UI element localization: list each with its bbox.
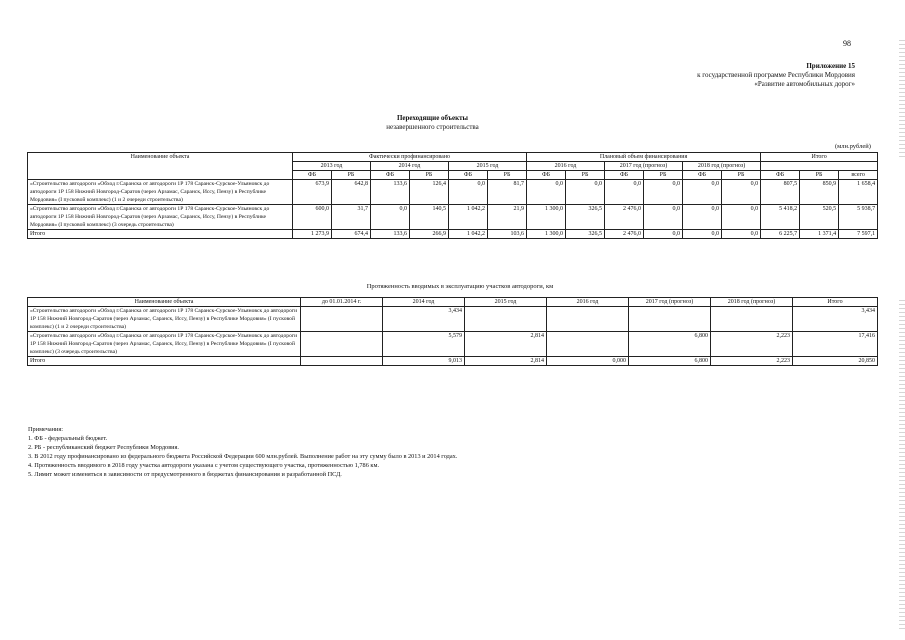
cell-value: 0,0 xyxy=(683,230,722,239)
cell-value: 103,6 xyxy=(488,230,527,239)
header-rb: РБ xyxy=(566,171,605,180)
cell-value: 807,5 xyxy=(761,180,800,205)
appendix-line-1: Приложение 15 xyxy=(806,62,855,70)
cell-value: 326,5 xyxy=(566,230,605,239)
cell-value xyxy=(301,307,383,332)
object-name: «Строительство автодороги «Обход г.Саранска от автодороги 1Р 178 Саранск-Сурское-Ульяновск до автодороги 1Р 158 Нижний Новгород-Саратов (через Арзамас, Саранск, Исcу, Пензу) в Республике Мордовия» (I пусковой комплекс) (1 и 2 очереди строительства) xyxy=(28,307,301,332)
appendix-header xyxy=(697,62,855,89)
header-object-name: Наименование объекта xyxy=(28,298,301,307)
cell-value: 5,579 xyxy=(383,332,465,357)
header-period: 2017 год (прогноз) xyxy=(629,298,711,307)
header-rb: РБ xyxy=(722,171,761,180)
object-name: «Строительство автодороги «Обход г.Саранска от автодороги 1Р 178 Саранск-Сурское-Ульяновск до автодороги 1Р 158 Нижний Новгород-Саратов (через Арзамас, Саранск, Исcу, Пензу) в Республике Мордовия» (I пусковой комплекс) (3 очередь строительства) xyxy=(28,205,293,230)
total-label: Итого xyxy=(28,357,301,366)
header-all: всего xyxy=(839,171,878,180)
cell-value: 326,5 xyxy=(566,205,605,230)
cell-value: 0,0 xyxy=(371,205,410,230)
notes-heading: Примечания: xyxy=(28,426,64,433)
total-row xyxy=(28,230,878,239)
cell-value: 0,0 xyxy=(566,180,605,205)
cell-value: 7 597,1 xyxy=(839,230,878,239)
notes xyxy=(28,425,457,479)
cell-value: 3,434 xyxy=(793,307,878,332)
cell-value: 6,800 xyxy=(629,332,711,357)
cell-value: 1 658,4 xyxy=(839,180,878,205)
cell-value: 140,5 xyxy=(410,205,449,230)
cell-value: 0,0 xyxy=(683,205,722,230)
header-total: Итого xyxy=(793,298,878,307)
cell-value: 0,0 xyxy=(527,180,566,205)
cell-value: 20,850 xyxy=(793,357,878,366)
cell-value: 5 418,2 xyxy=(761,205,800,230)
cell-value: 0,0 xyxy=(605,180,644,205)
cell-value: 0,0 xyxy=(644,205,683,230)
header-fb: ФБ xyxy=(605,171,644,180)
header-year: 2014 год xyxy=(371,162,449,171)
cell-value xyxy=(301,357,383,366)
cell-value: 266,9 xyxy=(410,230,449,239)
length-table-caption: Протяженность вводимых в эксплуатацию участков автодороги, км xyxy=(366,283,554,290)
header-rb: РБ xyxy=(332,171,371,180)
header-fb: ФБ xyxy=(371,171,410,180)
cell-value: 21,9 xyxy=(488,205,527,230)
cell-value: 0,0 xyxy=(722,230,761,239)
scan-edge-artifact xyxy=(899,40,905,160)
length-table xyxy=(27,297,878,366)
cell-value: 0,0 xyxy=(683,180,722,205)
cell-value: 9,013 xyxy=(383,357,465,366)
cell-value: 0,0 xyxy=(722,180,761,205)
cell-value: 2,814 xyxy=(465,357,547,366)
note-item: 3. В 2012 году профинансировано из федерального бюджета Российской Федерации 600 млн.рублей. Выполнение работ на эту сумму было в 2013 и 2014 годах. xyxy=(28,453,458,460)
header-rb: РБ xyxy=(488,171,527,180)
cell-value xyxy=(301,332,383,357)
cell-value: 520,5 xyxy=(800,205,839,230)
appendix-line-2: к государственной программе Республики Мордовия xyxy=(697,71,855,79)
header-period: до 01.01.2014 г. xyxy=(301,298,383,307)
cell-value: 6 225,7 xyxy=(761,230,800,239)
document-title: Переходящие объекты xyxy=(396,114,469,122)
cell-value: 850,9 xyxy=(800,180,839,205)
cell-value: 133,6 xyxy=(371,230,410,239)
cell-value: 2,223 xyxy=(711,357,793,366)
cell-value: 674,4 xyxy=(332,230,371,239)
header-rb: РБ xyxy=(800,171,839,180)
header-year: 2018 год (прогноз) xyxy=(683,162,761,171)
header-object-name: Наименование объекта xyxy=(28,153,293,180)
cell-value: 1 300,0 xyxy=(527,230,566,239)
header-total: Итого xyxy=(761,153,878,162)
cell-value: 2,814 xyxy=(465,332,547,357)
cell-value: 1 300,0 xyxy=(527,205,566,230)
cell-value xyxy=(547,307,629,332)
header-year: 2013 год xyxy=(293,162,371,171)
object-name: «Строительство автодороги «Обход г.Саранска от автодороги 1Р 178 Саранск-Сурское-Ульяновск до автодороги 1Р 158 Нижний Новгород-Саратов (через Арзамас, Саранск, Исcу, Пензу) в Республике Мордовия» (I пусковой комплекс) (1 и 2 очереди строительства) xyxy=(28,180,293,205)
unit-label: (млн.рублей) xyxy=(835,143,871,150)
header-year: 2016 год xyxy=(527,162,605,171)
cell-value: 2 476,0 xyxy=(605,205,644,230)
financing-table xyxy=(27,152,878,239)
cell-value: 1 273,9 xyxy=(293,230,332,239)
header-period: 2016 год xyxy=(547,298,629,307)
table-row xyxy=(28,205,878,230)
header-period: 2014 год xyxy=(383,298,465,307)
cell-value: 0,0 xyxy=(449,180,488,205)
cell-value: 1 042,2 xyxy=(449,230,488,239)
cell-value xyxy=(465,307,547,332)
note-item: 5. Лимит может изменяться в зависимости от предусмотренного в бюджетах финансирования и разработанной ПСД. xyxy=(28,471,342,478)
note-item: 2. РБ - республиканский бюджет Республики Мордовия. xyxy=(28,444,180,451)
header-year: 2017 год (прогноз) xyxy=(605,162,683,171)
cell-value: 600,0 xyxy=(293,205,332,230)
object-name: «Строительство автодороги «Обход г.Саранска от автодороги 1Р 178 Саранск-Сурское-Ульяновск до автодороги 1Р 158 Нижний Новгород-Саратов (через Арзамас, Саранск, Исcу, Пензу) в Республике Мордовия» (I пусковой комплекс) (3 очередь строительства) xyxy=(28,332,301,357)
cell-value: 6,800 xyxy=(629,357,711,366)
cell-value: 0,0 xyxy=(644,230,683,239)
header-fb: ФБ xyxy=(527,171,566,180)
cell-value: 133,6 xyxy=(371,180,410,205)
header-actual-financing: Фактически профинансировано xyxy=(293,153,527,162)
appendix-line-3: «Развитие автомобильных дорог» xyxy=(754,80,855,88)
total-label: Итого xyxy=(28,230,293,239)
cell-value: 673,9 xyxy=(293,180,332,205)
header-period: 2015 год xyxy=(465,298,547,307)
header-total-empty xyxy=(761,162,878,171)
cell-value: 642,8 xyxy=(332,180,371,205)
cell-value: 3,434 xyxy=(383,307,465,332)
cell-value xyxy=(629,307,711,332)
header-rb: РБ xyxy=(410,171,449,180)
cell-value: 2,223 xyxy=(711,332,793,357)
header-rb: РБ xyxy=(644,171,683,180)
cell-value: 1 042,2 xyxy=(449,205,488,230)
cell-value: 2 476,0 xyxy=(605,230,644,239)
document-subtitle: незавершенного строительства xyxy=(386,123,479,131)
cell-value: 17,416 xyxy=(793,332,878,357)
total-row xyxy=(28,357,878,366)
cell-value: 126,4 xyxy=(410,180,449,205)
header-fb: ФБ xyxy=(761,171,800,180)
table-row xyxy=(28,332,878,357)
header-year: 2015 год xyxy=(449,162,527,171)
table-row xyxy=(28,307,878,332)
cell-value: 1 371,4 xyxy=(800,230,839,239)
header-planned-financing: Плановый объем финансирования xyxy=(527,153,761,162)
header-period: 2018 год (прогноз) xyxy=(711,298,793,307)
table-row xyxy=(28,180,878,205)
note-item: 4. Протяженность вводимого в 2018 году участка автодороги указана с учетом существующего участка, протяженностью 1,786 км. xyxy=(28,462,380,469)
header-fb: ФБ xyxy=(449,171,488,180)
cell-value: 0,0 xyxy=(722,205,761,230)
cell-value xyxy=(547,332,629,357)
cell-value: 0,000 xyxy=(547,357,629,366)
header-fb: ФБ xyxy=(293,171,332,180)
note-item: 1. ФБ - федеральный бюджет. xyxy=(28,435,108,442)
cell-value: 5 938,7 xyxy=(839,205,878,230)
cell-value: 0,0 xyxy=(644,180,683,205)
cell-value: 81,7 xyxy=(488,180,527,205)
header-fb: ФБ xyxy=(683,171,722,180)
scan-edge-artifact xyxy=(899,300,905,630)
cell-value: 31,7 xyxy=(332,205,371,230)
page-number: 98 xyxy=(843,39,851,48)
cell-value xyxy=(711,307,793,332)
